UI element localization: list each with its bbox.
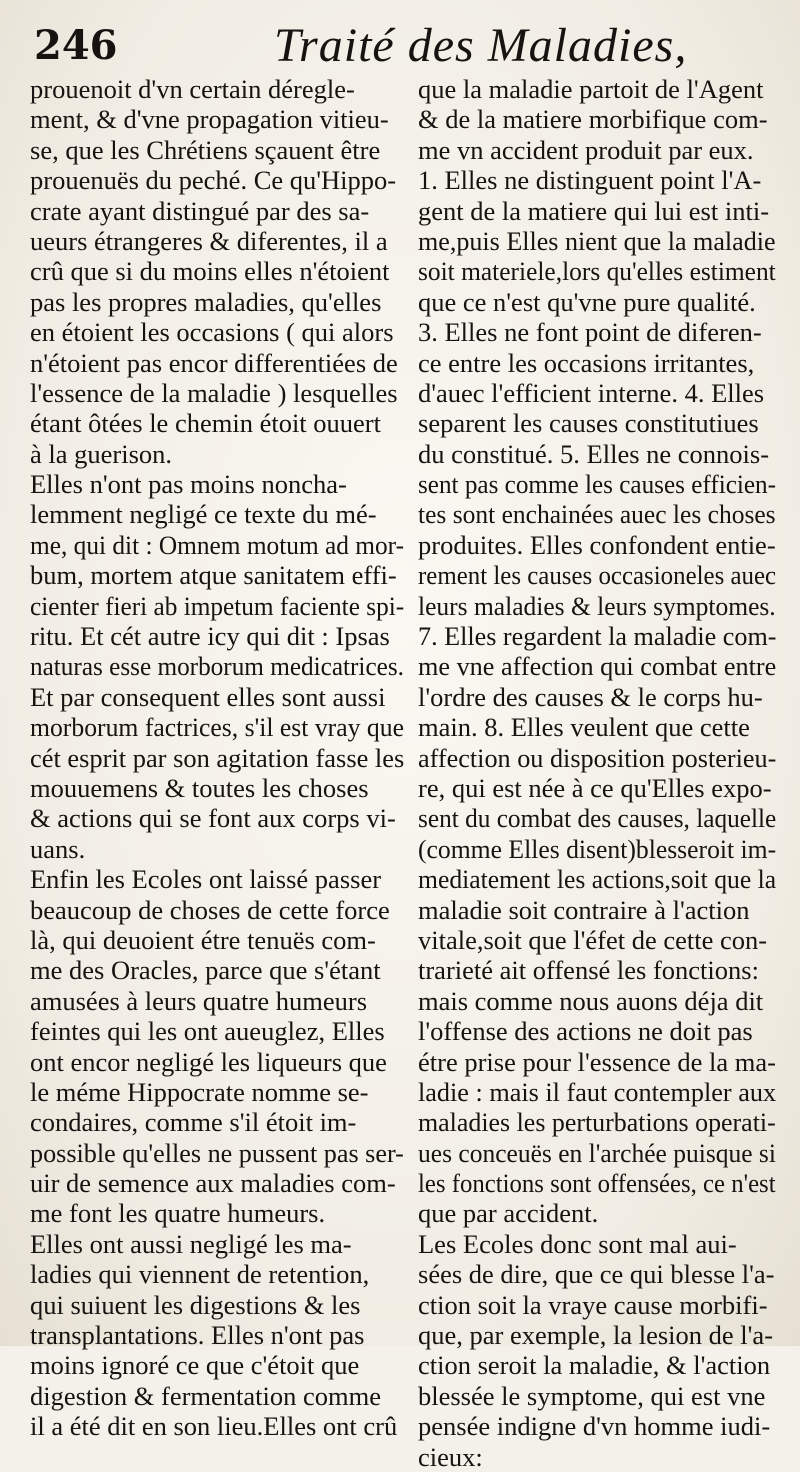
text-line: maladie soit contraire à l'action xyxy=(418,894,750,925)
text-line: me,puis Elles nient que la maladie xyxy=(418,225,776,256)
text-line: ction seroit la maladie, & l'action xyxy=(418,1350,771,1381)
text-line: separent les causes constitutiues xyxy=(418,408,759,439)
text-line: ueurs étrangeres & diferentes, il a xyxy=(30,225,388,256)
text-line: me vne affection qui combat entre xyxy=(418,651,777,682)
text-line: condaires, comme s'il étoit im- xyxy=(30,1107,357,1138)
text-line: pensée indigne d'vn homme iudi- xyxy=(418,1411,771,1442)
text-line: Et par consequent elles sont aussi xyxy=(30,681,386,712)
text-line: me des Oracles, parce que s'étant xyxy=(30,955,381,986)
text-line: crû que si du moins elles n'étoient xyxy=(30,256,390,287)
text-line: (comme Elles disent)blesseroit im- xyxy=(418,833,777,864)
text-line: que par accident. xyxy=(418,1198,599,1229)
text-line: maladies les perturbations operati- xyxy=(418,1107,776,1138)
text-line: Elles n'ont pas moins noncha- xyxy=(30,469,347,500)
text-line: main. 8. Elles veulent que cette xyxy=(418,712,750,743)
text-line: uans. xyxy=(30,833,86,864)
text-line: ladie : mais il faut contempler aux xyxy=(418,1076,777,1107)
text-line: & actions qui se font aux corps vi- xyxy=(30,803,396,834)
text-line: me font les quatre humeurs. xyxy=(30,1198,326,1229)
text-line: mais comme nous auons déja dit xyxy=(418,985,764,1016)
text-line: que la maladie partoit de l'Agent xyxy=(418,74,764,104)
text-line: naturas esse morborum medicatrices. xyxy=(30,651,404,682)
text-line: à la guerison. xyxy=(30,438,173,469)
text-line: lemment negligé ce texte du mé- xyxy=(30,499,377,530)
text-line: & de la matiere morbifique com- xyxy=(418,104,768,135)
text-line: sent pas comme les causes efficien- xyxy=(418,469,776,500)
text-line: Elles ont aussi negligé les ma- xyxy=(30,1228,352,1259)
text-line: l'ordre des causes & le corps hu- xyxy=(418,681,763,712)
text-line: ction soit la vraye cause morbifi- xyxy=(418,1289,768,1320)
text-line: rement les causes occasioneles auec xyxy=(418,560,777,591)
text-line: se, que les Chrétiens sçauent être xyxy=(30,134,381,165)
text-line: ladies qui viennent de retention, xyxy=(30,1259,370,1290)
text-line: uir de semence aux maladies com- xyxy=(30,1168,396,1199)
text-line: produites. Elles confondent entie- xyxy=(418,529,776,560)
text-line: le méme Hippocrate nomme se- xyxy=(30,1076,369,1107)
text-line: l'offense des actions ne doit pas xyxy=(418,1016,753,1047)
text-line: Enfin les Ecoles ont laissé passer xyxy=(30,864,382,895)
text-line: vitale,soit que l'éfet de cette con- xyxy=(418,924,768,955)
text-line: ment, & d'vne propagation vitieu- xyxy=(30,104,389,135)
text-line: qui suiuent les digestions & les xyxy=(30,1289,361,1320)
text-line: transplantations. Elles n'ont pas xyxy=(30,1320,365,1351)
text-line: crate ayant distingué par des sa- xyxy=(30,195,370,226)
text-line: trarieté ait offensé les fonctions: xyxy=(418,955,759,986)
text-line: moins ignoré ce que c'étoit que xyxy=(30,1350,360,1381)
text-line: étant ôtées le chemin étoit ouuert xyxy=(30,408,381,439)
right-text-column xyxy=(418,74,776,1472)
text-line: digestion & fermentation comme xyxy=(30,1380,382,1411)
text-line: ues conceuës en l'archée puisque si xyxy=(418,1137,776,1168)
running-title: Traité des Maladies, xyxy=(274,19,688,72)
text-line: il a été dit en son lieu.Elles ont crû xyxy=(30,1411,398,1442)
text-line: Les Ecoles donc sont mal aui- xyxy=(418,1228,737,1259)
text-line: beaucoup de choses de cette force xyxy=(30,894,390,925)
text-line: 3. Elles ne font point de diferen- xyxy=(418,317,762,348)
text-line: me vn accident produit par eux. xyxy=(418,134,754,165)
text-line: n'étoient pas encor differentiées de xyxy=(30,347,398,378)
left-text-column xyxy=(30,74,404,1442)
text-line: cieux: xyxy=(418,1441,483,1472)
text-line: possible qu'elles ne pussent pas ser- xyxy=(30,1137,404,1168)
text-line: les fonctions sont offensées, ce n'est xyxy=(418,1168,776,1199)
text-line: ritu. Et cét autre icy qui dit : Ipsas xyxy=(30,621,390,652)
text-line: leurs maladies & leurs symptomes. xyxy=(418,590,776,621)
text-line: soit materiele,lors qu'elles estiment xyxy=(418,256,776,287)
text-line: cét esprit par son agitation fasse les xyxy=(30,742,405,773)
text-line: bum, mortem atque sanitatem effi- xyxy=(30,560,397,591)
text-line: sées de dire, que ce qui blesse l'a- xyxy=(418,1259,775,1290)
text-line: que ce n'est qu'vne pure qualité. xyxy=(418,286,756,317)
page-number: 246 xyxy=(34,22,118,69)
text-line: pas les propres maladies, qu'elles xyxy=(30,286,382,317)
text-line: du constitué. 5. Elles ne connois- xyxy=(418,438,770,469)
text-line: mediatement les actions,soit que la xyxy=(418,864,777,895)
text-line: que, par exemple, la lesion de l'a- xyxy=(418,1320,774,1351)
text-line: me, qui dit : Omnem motum ad mor- xyxy=(30,529,405,560)
page-header xyxy=(34,18,772,74)
text-line: là, qui deuoient étre tenuës com- xyxy=(30,924,376,955)
text-line: étre prise pour l'essence de la ma- xyxy=(418,1046,776,1077)
text-line: ont encor negligé les liqueurs que xyxy=(30,1046,387,1077)
text-line: amusées à leurs quatre humeurs xyxy=(30,985,368,1016)
text-line: gent de la matiere qui lui est inti- xyxy=(418,195,770,226)
text-line: sent du combat des causes, laquelle xyxy=(418,803,777,834)
text-line: cienter fieri ab impetum faciente spi- xyxy=(30,590,405,621)
text-line: tes sont enchainées auec les choses xyxy=(418,499,776,530)
text-line: mouuemens & toutes les choses xyxy=(30,772,369,803)
text-line: prouenuës du peché. Ce qu'Hippo- xyxy=(30,165,397,196)
text-line: 7. Elles regardent la maladie com- xyxy=(418,621,777,652)
text-line: d'auec l'efficient interne. 4. Elles xyxy=(418,377,765,408)
text-line: 1. Elles ne distinguent point l'A- xyxy=(418,165,762,196)
text-line: morborum factrices, s'il est vray que xyxy=(30,712,404,743)
text-line: feintes qui les ont aueuglez, Elles xyxy=(30,1016,385,1047)
text-line: re, qui est née à ce qu'Elles expo- xyxy=(418,772,772,803)
text-line: l'essence de la maladie ) lesquelles xyxy=(30,377,398,408)
text-line: affection ou disposition posterieu- xyxy=(418,742,777,773)
text-line: prouenoit d'vn certain déregle- xyxy=(30,74,355,104)
text-line: en étoient les occasions ( qui alors xyxy=(30,317,394,348)
text-line: blessée le symptome, qui est vne xyxy=(418,1380,766,1411)
text-line: ce entre les occasions irritantes, xyxy=(418,347,755,378)
